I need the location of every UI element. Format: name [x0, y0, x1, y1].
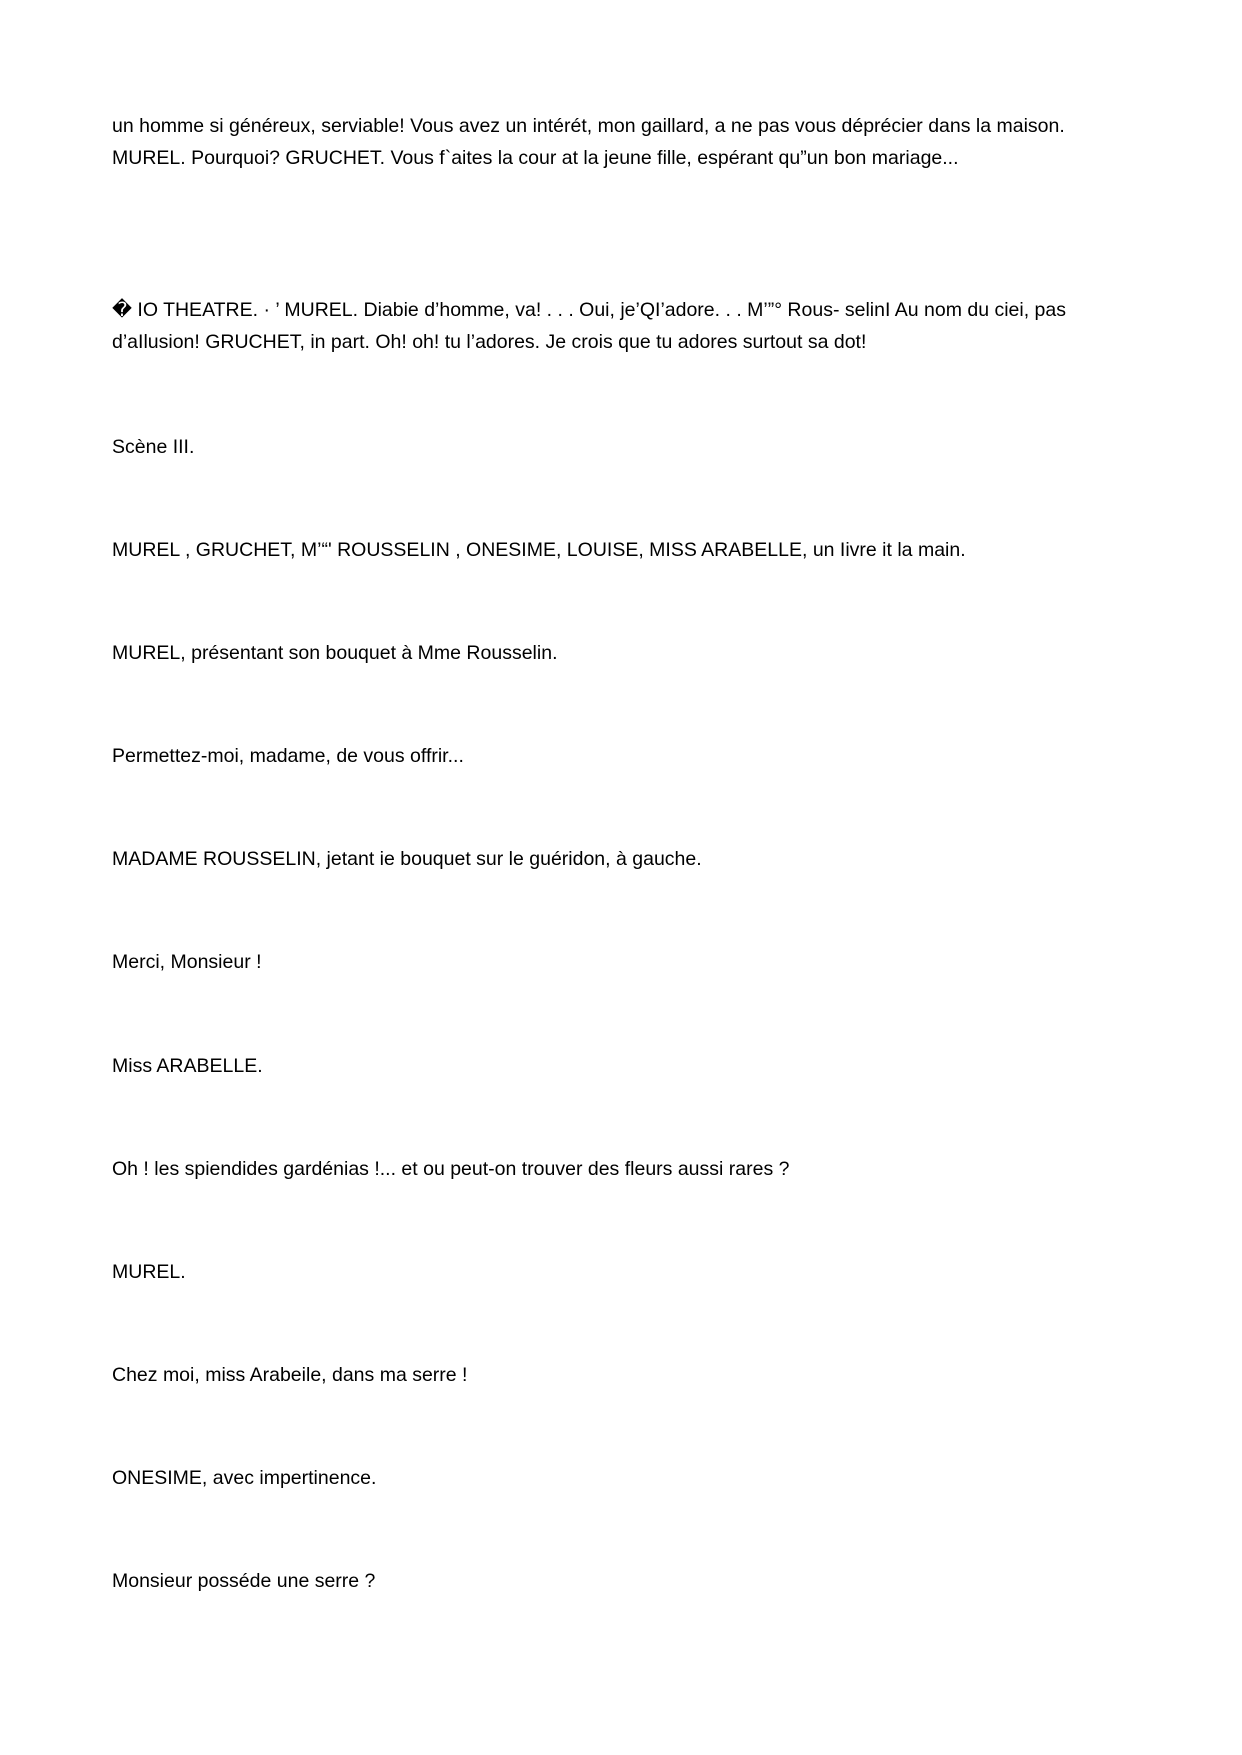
line-murel-serre: Chez moi, miss Arabeile, dans ma serre ! [112, 1364, 468, 1386]
speaker-murel: MUREL. [112, 1261, 186, 1283]
line-onesime: Monsieur posséde une serre ? [112, 1570, 376, 1592]
line-madame-rousselin: Merci, Monsieur ! [112, 951, 262, 973]
paragraph-character-list: MUREL , GRUCHET, M’“' ROUSSELIN , ONESIME, LOUISE, MISS ARABELLE, un Iivre it la main. [112, 539, 966, 561]
paragraph-theatre-murel-gruchet: � IO THEATRE. · ’ MUREL. Diabie d’homme, va! . . . Oui, je’QI’adore. . . M’”° Rous- selinI Au nom du ciei, pas d’aIlusion! GRUCHET, in part. Oh! oh! tu l’adores. Je crois que tu adores surtout sa dot! [112, 299, 1066, 353]
line-murel: Permettez-moi, madame, de vous offrir... [112, 745, 464, 767]
speaker-miss-arabelle: Miss ARABELLE. [112, 1055, 263, 1077]
stage-direction-madame-rousselin: MADAME ROUSSELIN, jetant ie bouquet sur le guéridon, à gauche. [112, 848, 702, 870]
line-miss-arabelle: Oh ! les spiendides gardénias !... et ou peut-on trouver des fleurs aussi rares ? [112, 1158, 790, 1180]
scene-heading: Scène III. [112, 436, 195, 458]
stage-direction-onesime: ONESIME, avec impertinence. [112, 1467, 377, 1489]
paragraph-dialogue-gruchet-murel: un homme si généreux, serviable! Vous avez un intérét, mon gaillard, a ne pas vous déprécier dans la maison. MUREL. Pourquoi? GRUCHET. Vous f`aites la cour at la jeune fille, espérant qu”un bon mariage... [112, 115, 1065, 169]
stage-direction-murel: MUREL, présentant son bouquet à Mme Rousselin. [112, 642, 558, 664]
